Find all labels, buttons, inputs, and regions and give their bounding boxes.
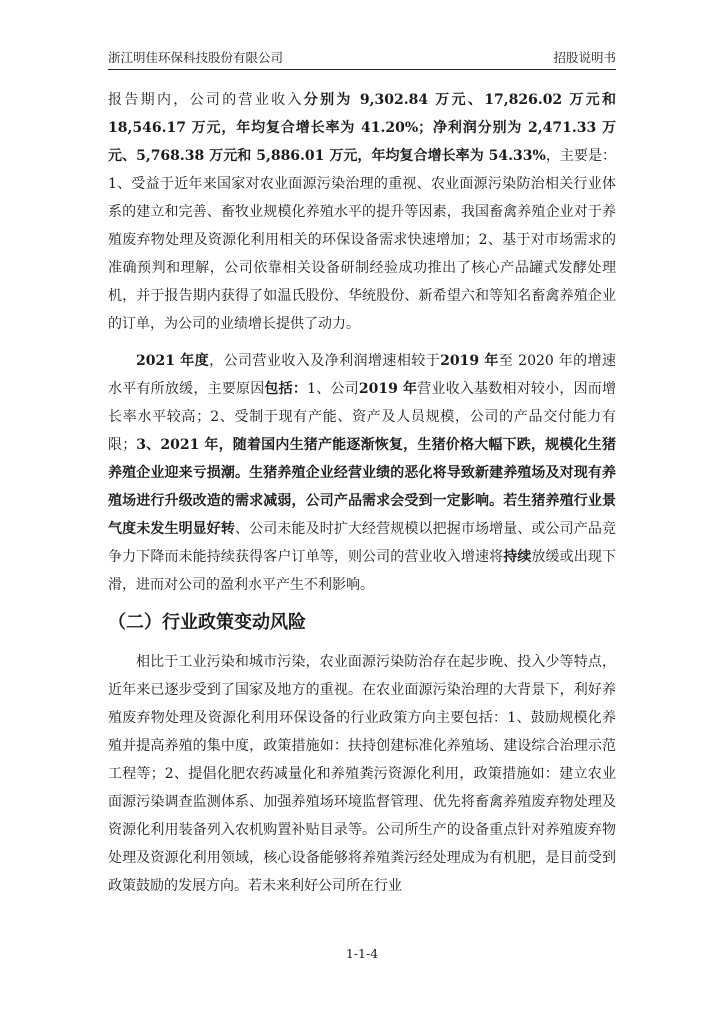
text-span: 营业收入基数相对较小，因而增长率水平较高；2、受制于现有产能、资产及人员规模，公司的产品交付能力有限； [108,381,617,453]
company-name: 浙江明佳环保科技股份有限公司 [108,50,284,65]
text-span: ，公司营业收入及净利润增速相较于 [209,353,441,369]
bold-text: 3、2021 年，随着国内生猪产能逐渐恢复，生猪价格大幅下跌，规模化生猪养殖企业迎来亏损潮。生猪养殖企业经营业绩的恶化将导致新建养殖场及对现有养殖场进行升级改造的需求减弱，公司产品需求会受到一定影响。若生猪养殖行业景气度未发生明显好转 [108,437,616,537]
header-divider [108,69,616,70]
text-span: 、公司未能及时扩大经营规模以把握市场增量、或公司产品竞争力下降而未能持续获得客户订单等，则公司的营业收入增速将 [108,521,617,565]
bold-text: 分别为 9,302.84 万元、17,826.02 万元和 18,546.17 万元，年均复合增长率为 41.20%；净利润分别为 2,471.33 万元、5,768.38 万元和 5,886.01 万元，年均复合增长率为 54.33% [108,92,616,164]
bold-text: 2021 年度 [136,353,210,369]
text-span: 至 2020 年的增速水平有所放缓，主要原因 [108,353,617,397]
document-type: 招股说明书 [553,50,616,65]
bold-text: 2019 年 [440,353,499,369]
bold-text: 2019 年 [358,381,418,397]
text-span: 1、公司 [307,381,359,397]
text-span: ，主要是：1、受益于近年来国家对农业面源污染治理的重视、农业面源污染防治相关行业体系的建立和完善、畜牧业规模化养殖水平的提升等因素，我国畜禽养殖企业对于养殖废弃物处理及资源化利用相关的环保设备需求快速增加；2、基于对市场需求的准确预判和理解，公司依靠相关设备研制经验成功推出了核心产品罐式发酵处理机，并于报告期内获得了如温氏股份、华统股份、新希望六和等知名畜禽养殖企业的订单，为公司的业绩增长提供了动力。 [108,148,617,332]
paragraph-2021-slowdown [108,347,616,599]
paragraph-policy-risk: 相比于工业污染和城市污染，农业面源污染防治存在起步晚、投入少等特点，近年来已逐步受到了国家及地方的重视。在农业面源污染治理的大背景下，利好养殖废弃物处理及资源化利用环保设备的行业政策方向主要包括：1、鼓励规模化养殖并提高养殖的集中度，政策措施如：扶持创建标准化养殖场、建设综合治理示范工程等；2、提倡化肥农药减量化和养殖粪污资源化利用，政策措施如：建立农业面源污染调查监测体系、加强养殖场环境监督管理、优先将畜禽养殖废弃物处理及资源化利用装备列入农机购置补贴目录等。公司所生产的设备重点针对养殖废弃物处理及资源化利用领域，核心设备能够将养殖粪污经处理成为有机肥，是目前受到政策鼓励的发展方向。若未来利好公司所在行业 [108,654,616,894]
section-title: （二）行业政策变动风险 [108,612,306,633]
text-span: 放缓或出现下滑，进而对公司的盈利水平产生不利影响。 [108,549,617,593]
text-span: 报告期内，公司的营业收入 [108,92,304,108]
page-header [108,46,616,66]
page-number: 1-1-4 [345,946,379,961]
bold-text: 包括： [264,381,308,397]
bold-text: 持续 [503,549,532,565]
paragraph-revenue-growth [108,86,616,338]
page-body [108,86,616,909]
